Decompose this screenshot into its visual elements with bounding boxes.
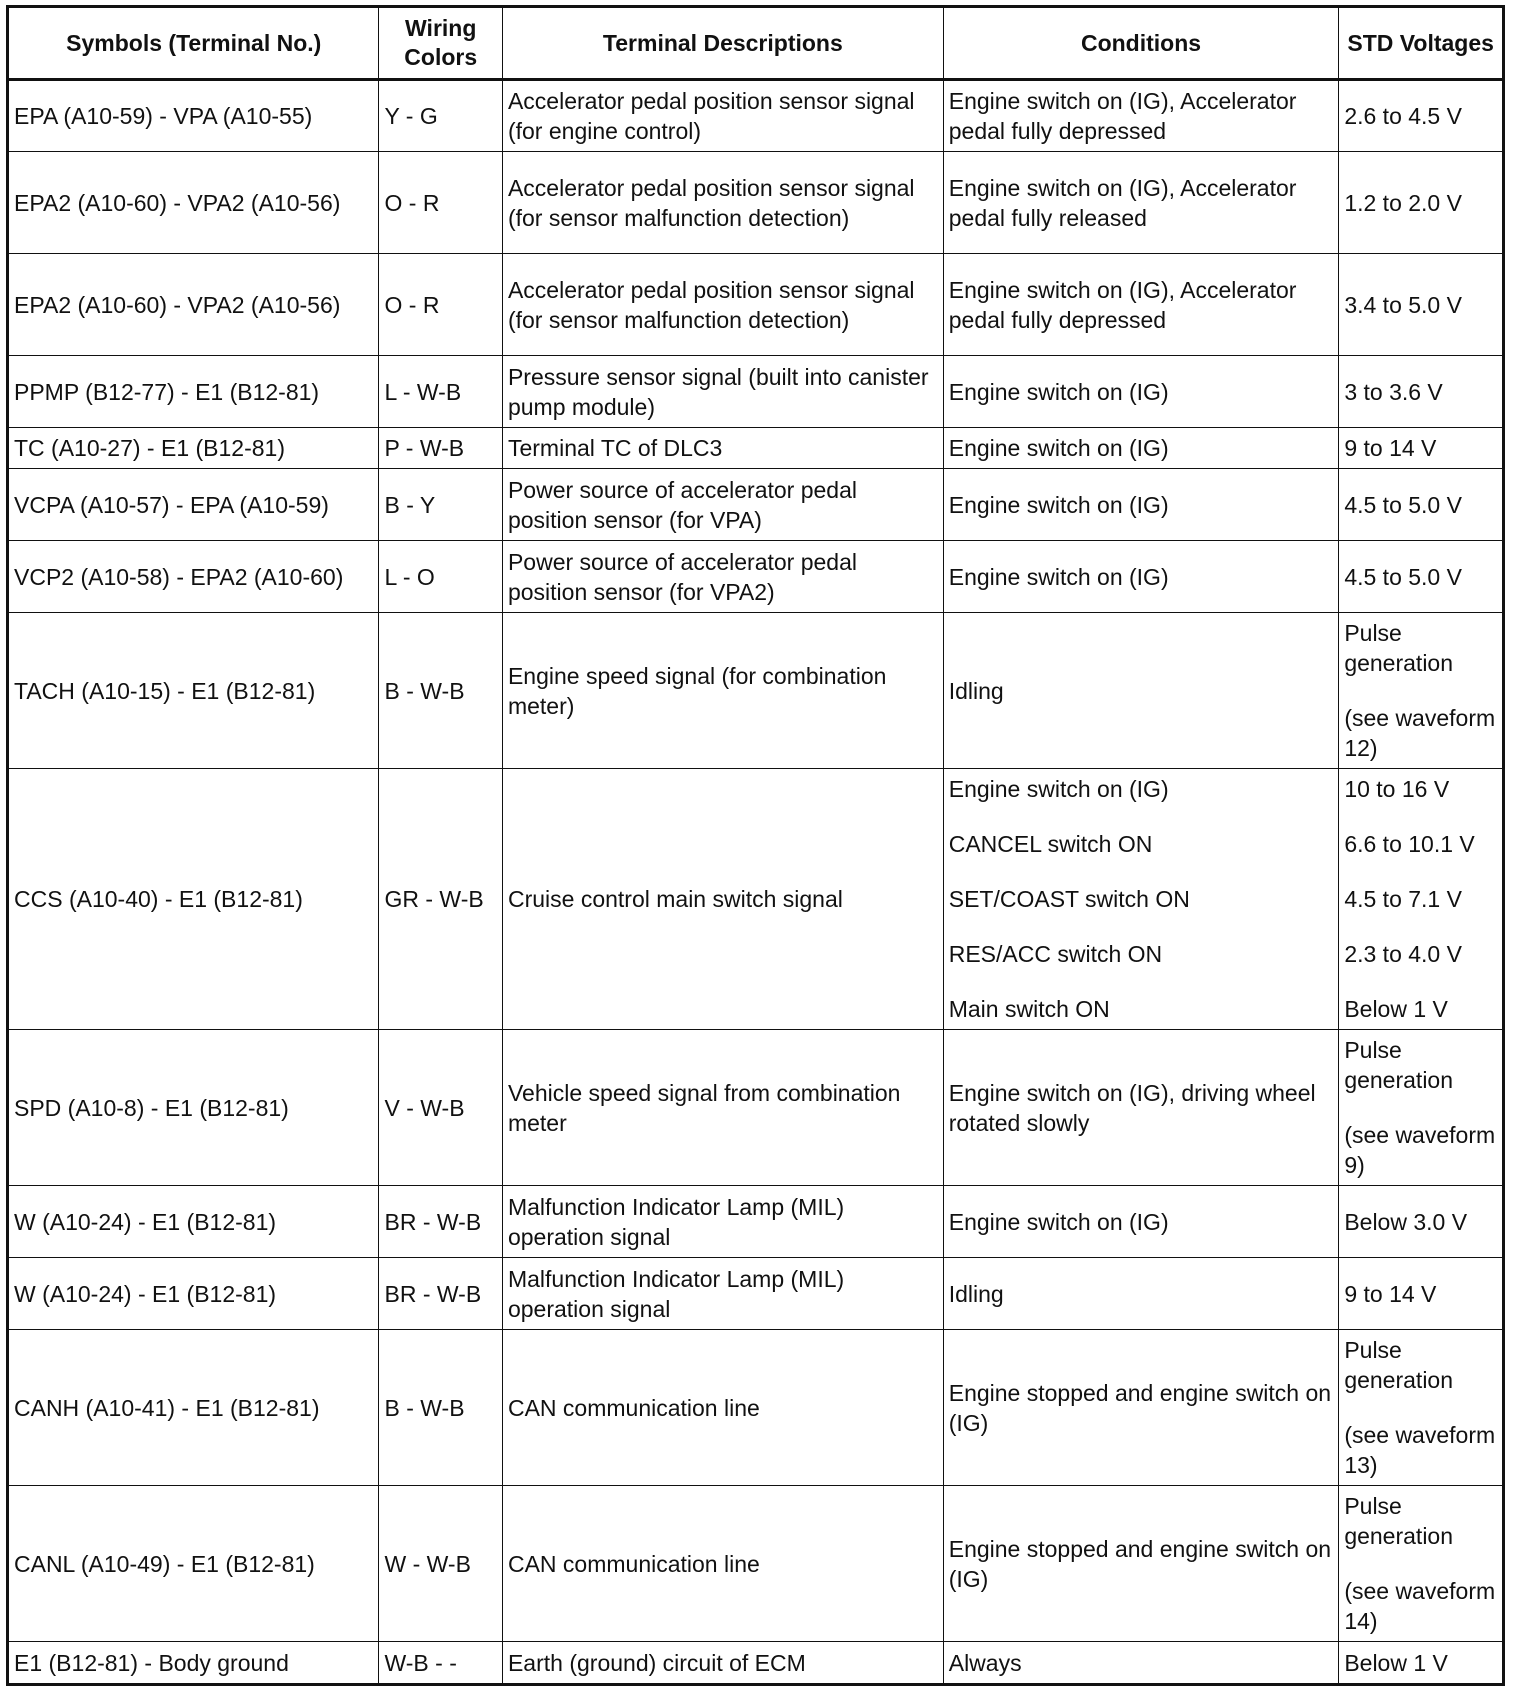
cell-wiring-colors: O - R (379, 254, 502, 356)
voltage-line: 3 to 3.6 V (1344, 378, 1443, 405)
condition-line: Engine switch on (IG), driving wheel rotated slowly (948, 1079, 1316, 1136)
cell-conditions (943, 1186, 1339, 1258)
condition-line: Engine switch on (IG), Accelerator pedal fully depressed (948, 276, 1297, 333)
condition-line: Engine stopped and engine switch on (IG) (948, 1535, 1332, 1592)
cell-wiring-colors: O - R (379, 152, 502, 254)
cell-wiring-colors: L - W-B (379, 356, 502, 428)
cell-terminal-description: Accelerator pedal position sensor signal (for sensor malfunction detection) (502, 152, 943, 254)
cell-terminal-description: Earth (ground) circuit of ECM (502, 1642, 943, 1685)
table-row (8, 428, 1504, 469)
condition-line: Engine switch on (IG), Accelerator pedal fully depressed (948, 88, 1297, 144)
header-symbols: Symbols (Terminal No.) (8, 7, 379, 80)
cell-std-voltages (1339, 769, 1504, 1030)
voltage-line: 9 to 14 V (1344, 1280, 1437, 1307)
cell-std-voltages (1339, 254, 1504, 356)
cell-symbols: E1 (B12-81) - Body ground (8, 1642, 379, 1685)
cell-wiring-colors: B - W-B (379, 613, 502, 769)
cell-symbols: EPA2 (A10-60) - VPA2 (A10-56) (8, 254, 379, 356)
cell-std-voltages (1339, 1258, 1504, 1330)
condition-line: RES/ACC switch ON (948, 941, 1163, 967)
cell-terminal-description: Malfunction Indicator Lamp (MIL) operation signal (502, 1258, 943, 1330)
voltage-line: Below 3.0 V (1344, 1208, 1468, 1235)
voltage-line: 6.6 to 10.1 V (1344, 831, 1475, 857)
cell-wiring-colors: B - Y (379, 469, 502, 541)
condition-line: Engine switch on (IG), Accelerator pedal fully released (948, 174, 1297, 231)
table-row (8, 613, 1504, 769)
voltage-line: (see waveform 14) (1344, 1578, 1496, 1634)
cell-wiring-colors: BR - W-B (379, 1258, 502, 1330)
voltage-line: Below 1 V (1344, 1649, 1448, 1676)
cell-terminal-description: Power source of accelerator pedal position sensor (for VPA2) (502, 541, 943, 613)
cell-wiring-colors: W - W-B (379, 1486, 502, 1642)
voltage-line: (see waveform 9) (1344, 1122, 1496, 1178)
table-row (8, 1258, 1504, 1330)
voltage-line: 4.5 to 5.0 V (1344, 563, 1462, 590)
table-row (8, 1486, 1504, 1642)
ecm-terminal-table (6, 5, 1505, 1686)
voltage-line: 10 to 16 V (1344, 776, 1450, 802)
voltage-line: 1.2 to 2.0 V (1344, 189, 1462, 216)
cell-terminal-description: Terminal TC of DLC3 (502, 428, 943, 469)
table-row (8, 1330, 1504, 1486)
condition-line: Engine switch on (IG) (948, 491, 1169, 518)
cell-symbols: SPD (A10-8) - E1 (B12-81) (8, 1030, 379, 1186)
table-header-row (8, 7, 1504, 80)
cell-std-voltages (1339, 541, 1504, 613)
cell-terminal-description: Power source of accelerator pedal position sensor (for VPA) (502, 469, 943, 541)
cell-conditions (943, 1030, 1339, 1186)
voltage-line: 2.3 to 4.0 V (1344, 941, 1462, 967)
voltage-line: Pulse generation (1344, 620, 1454, 676)
cell-std-voltages (1339, 1330, 1504, 1486)
cell-symbols: CANH (A10-41) - E1 (B12-81) (8, 1330, 379, 1486)
cell-wiring-colors: Y - G (379, 80, 502, 152)
cell-terminal-description: Pressure sensor signal (built into canister pump module) (502, 356, 943, 428)
cell-conditions (943, 1642, 1339, 1685)
cell-wiring-colors: B - W-B (379, 1330, 502, 1486)
voltage-line: 2.6 to 4.5 V (1344, 103, 1462, 129)
cell-std-voltages (1339, 356, 1504, 428)
cell-std-voltages (1339, 469, 1504, 541)
cell-symbols: EPA (A10-59) - VPA (A10-55) (8, 80, 379, 152)
table-row (8, 469, 1504, 541)
table-row (8, 769, 1504, 1030)
cell-symbols: VCPA (A10-57) - EPA (A10-59) (8, 469, 379, 541)
cell-terminal-description: Malfunction Indicator Lamp (MIL) operation signal (502, 1186, 943, 1258)
cell-std-voltages (1339, 1642, 1504, 1685)
cell-conditions (943, 541, 1339, 613)
cell-wiring-colors: BR - W-B (379, 1186, 502, 1258)
voltage-line: 4.5 to 5.0 V (1344, 491, 1462, 518)
condition-line: Engine switch on (IG) (948, 378, 1169, 405)
condition-line: CANCEL switch ON (948, 831, 1153, 857)
cell-std-voltages (1339, 80, 1504, 152)
voltage-line: Pulse generation (1344, 1337, 1454, 1393)
condition-line: Engine switch on (IG) (948, 563, 1169, 590)
cell-conditions (943, 769, 1339, 1030)
table-row (8, 1186, 1504, 1258)
voltage-line: (see waveform 13) (1344, 1422, 1496, 1478)
cell-conditions (943, 1486, 1339, 1642)
voltage-line: (see waveform 12) (1344, 705, 1496, 761)
table-row (8, 80, 1504, 152)
voltage-line: 3.4 to 5.0 V (1344, 291, 1462, 318)
condition-line: Main switch ON (948, 996, 1110, 1022)
cell-wiring-colors: W-B - - (379, 1642, 502, 1685)
condition-line: Always (948, 1649, 1022, 1676)
header-std-voltages: STD Voltages (1339, 7, 1504, 80)
cell-symbols: CANL (A10-49) - E1 (B12-81) (8, 1486, 379, 1642)
cell-conditions (943, 1258, 1339, 1330)
condition-line: Idling (948, 1280, 1004, 1307)
table-row (8, 1030, 1504, 1186)
table-row (8, 1642, 1504, 1685)
condition-line: Idling (948, 677, 1004, 704)
cell-wiring-colors: P - W-B (379, 428, 502, 469)
cell-conditions (943, 356, 1339, 428)
cell-terminal-description: Cruise control main switch signal (502, 769, 943, 1030)
cell-symbols: TC (A10-27) - E1 (B12-81) (8, 428, 379, 469)
cell-terminal-description: Vehicle speed signal from combination meter (502, 1030, 943, 1186)
cell-symbols: W (A10-24) - E1 (B12-81) (8, 1186, 379, 1258)
cell-std-voltages (1339, 428, 1504, 469)
cell-conditions (943, 254, 1339, 356)
cell-terminal-description: Engine speed signal (for combination meter) (502, 613, 943, 769)
table-body (8, 80, 1504, 1685)
cell-conditions (943, 428, 1339, 469)
table-row (8, 254, 1504, 356)
cell-symbols: VCP2 (A10-58) - EPA2 (A10-60) (8, 541, 379, 613)
condition-line: SET/COAST switch ON (948, 886, 1190, 912)
cell-symbols: EPA2 (A10-60) - VPA2 (A10-56) (8, 152, 379, 254)
header-terminal-descriptions: Terminal Descriptions (502, 7, 943, 80)
cell-wiring-colors: GR - W-B (379, 769, 502, 1030)
cell-std-voltages (1339, 1486, 1504, 1642)
table-row (8, 152, 1504, 254)
cell-conditions (943, 152, 1339, 254)
voltage-line: 4.5 to 7.1 V (1344, 886, 1462, 912)
cell-conditions (943, 469, 1339, 541)
cell-terminal-description: CAN communication line (502, 1330, 943, 1486)
cell-symbols: TACH (A10-15) - E1 (B12-81) (8, 613, 379, 769)
cell-wiring-colors: L - O (379, 541, 502, 613)
header-conditions: Conditions (943, 7, 1339, 80)
cell-symbols: W (A10-24) - E1 (B12-81) (8, 1258, 379, 1330)
condition-line: Engine switch on (IG) (948, 435, 1169, 461)
cell-terminal-description: CAN communication line (502, 1486, 943, 1642)
header-wiring-colors: Wiring Colors (379, 7, 502, 80)
cell-conditions (943, 613, 1339, 769)
voltage-line: Pulse generation (1344, 1493, 1454, 1549)
cell-conditions (943, 1330, 1339, 1486)
cell-std-voltages (1339, 1030, 1504, 1186)
condition-line: Engine stopped and engine switch on (IG) (948, 1379, 1332, 1436)
cell-wiring-colors: V - W-B (379, 1030, 502, 1186)
cell-conditions (943, 80, 1339, 152)
terminal-table-page (6, 5, 1505, 1686)
cell-symbols: PPMP (B12-77) - E1 (B12-81) (8, 356, 379, 428)
voltage-line: Below 1 V (1344, 996, 1448, 1022)
cell-terminal-description: Accelerator pedal position sensor signal (for engine control) (502, 80, 943, 152)
voltage-line: Pulse generation (1344, 1037, 1454, 1093)
condition-line: Engine switch on (IG) (948, 1208, 1169, 1235)
cell-std-voltages (1339, 613, 1504, 769)
cell-symbols: CCS (A10-40) - E1 (B12-81) (8, 769, 379, 1030)
condition-line: Engine switch on (IG) (948, 776, 1169, 802)
table-row (8, 541, 1504, 613)
table-row (8, 356, 1504, 428)
cell-std-voltages (1339, 1186, 1504, 1258)
cell-std-voltages (1339, 152, 1504, 254)
voltage-line: 9 to 14 V (1344, 435, 1437, 461)
cell-terminal-description: Accelerator pedal position sensor signal (for sensor malfunction detection) (502, 254, 943, 356)
